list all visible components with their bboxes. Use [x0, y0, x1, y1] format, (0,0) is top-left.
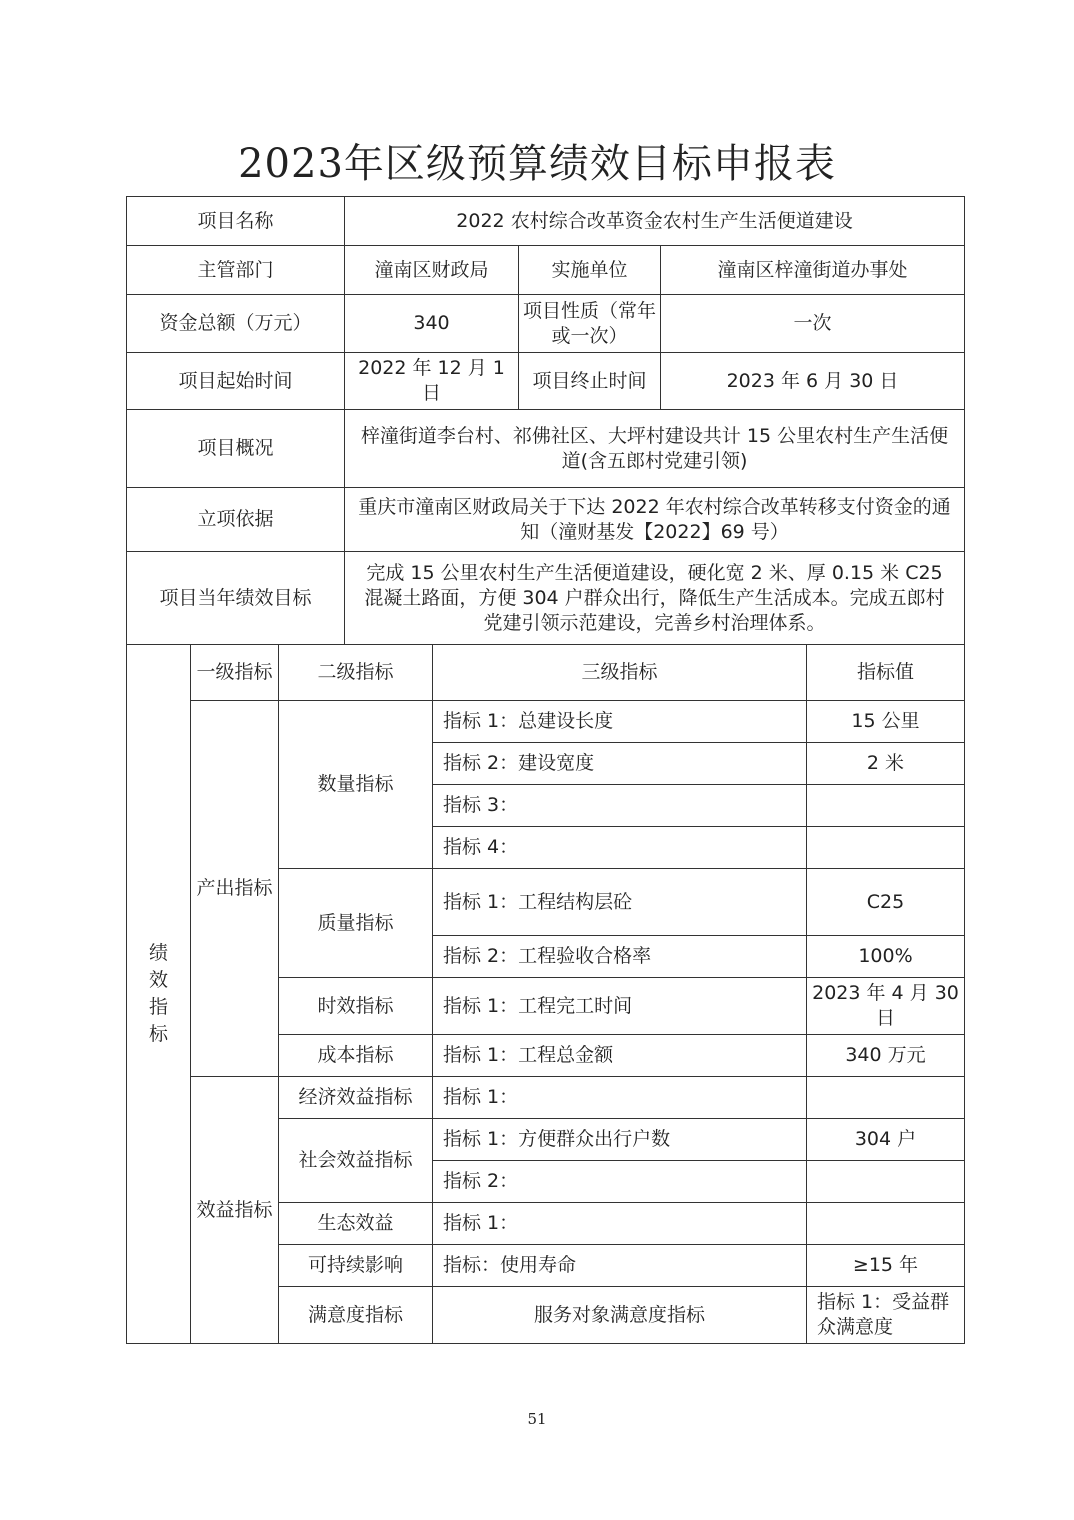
indicator-value: ≥15 年 [807, 1245, 965, 1287]
indicator-name: 指标 1：工程完工时间 [433, 978, 807, 1035]
indicator-value [807, 1161, 965, 1203]
benefit-label: 效益指标 [191, 1077, 279, 1344]
end-label: 项目终止时间 [519, 353, 661, 410]
indicator-value: 100% [807, 936, 965, 978]
quality-label: 质量指标 [279, 869, 433, 978]
indicator-name: 指标：使用寿命 [433, 1245, 807, 1287]
indicator-name: 指标 1： [433, 1203, 807, 1245]
header-value: 指标值 [807, 645, 965, 701]
page-title: 2023年区级预算绩效目标申报表 [238, 141, 836, 187]
indicator-name: 指标 1：工程总金额 [433, 1035, 807, 1077]
section-label: 绩效指标 [127, 645, 191, 1344]
goal-value: 完成 15 公里农村生产生活便道建设，硬化宽 2 米、厚 0.15 米 C25 混凝土路面，方便 304 户群众出行，降低生产生活成本。完成五郎村党建引领示范建设，完善乡村治理体系。 [345, 552, 965, 645]
row-funds [127, 295, 965, 353]
indicator-name: 指标 3： [433, 785, 807, 827]
impl-label: 实施单位 [519, 246, 661, 295]
goal-label: 项目当年绩效目标 [127, 552, 345, 645]
indicator-name: 指标 1：方便群众出行户数 [433, 1119, 807, 1161]
funds-value: 340 [345, 295, 519, 353]
nature-label: 项目性质（常年或一次） [519, 295, 661, 353]
indicator-name: 指标 1：受益群众满意度 [807, 1287, 965, 1344]
header-level1: 一级指标 [191, 645, 279, 701]
basis-label: 立项依据 [127, 488, 345, 552]
dept-value: 潼南区财政局 [345, 246, 519, 295]
quantity-label: 数量指标 [279, 701, 433, 869]
dept-label: 主管部门 [127, 246, 345, 295]
indicator-name: 指标 2：工程验收合格率 [433, 936, 807, 978]
indicator-value [807, 827, 965, 869]
indicator-value [807, 1077, 965, 1119]
page-number: 51 [527, 1410, 547, 1428]
indicator-name: 指标 1：总建设长度 [433, 701, 807, 743]
indicator-name: 指标 2： [433, 1161, 807, 1203]
header-level2: 二级指标 [279, 645, 433, 701]
indicator-name: 指标 2：建设宽度 [433, 743, 807, 785]
nature-value: 一次 [661, 295, 965, 353]
satisfaction-label: 满意度指标 [279, 1287, 433, 1344]
indicators-header-row [127, 645, 965, 701]
project-name: 2022 农村综合改革资金农村生产生活便道建设 [345, 197, 965, 246]
indicator-name: 指标 1： [433, 1077, 807, 1119]
row-project-name [127, 197, 965, 246]
start-label: 项目起始时间 [127, 353, 345, 410]
start-value: 2022 年 12 月 1 日 [345, 353, 519, 410]
indicator-name: 指标 4： [433, 827, 807, 869]
indicator-value [807, 785, 965, 827]
row-dept [127, 246, 965, 295]
output-label: 产出指标 [191, 701, 279, 1077]
row-goal [127, 552, 965, 645]
row-dates [127, 353, 965, 410]
cost-label: 成本指标 [279, 1035, 433, 1077]
table-row [127, 1077, 965, 1119]
indicator-value: 340 万元 [807, 1035, 965, 1077]
service-satisfaction-label: 服务对象满意度指标 [433, 1287, 807, 1344]
header-level3: 三级指标 [433, 645, 807, 701]
row-overview [127, 410, 965, 488]
impl-value: 潼南区梓潼街道办事处 [661, 246, 965, 295]
table-row [127, 701, 965, 743]
row-basis [127, 488, 965, 552]
indicators-table [126, 644, 965, 1344]
ecological-label: 生态效益 [279, 1203, 433, 1245]
indicator-value: 2 米 [807, 743, 965, 785]
indicator-value [807, 1203, 965, 1245]
funds-label: 资金总额（万元） [127, 295, 345, 353]
economic-label: 经济效益指标 [279, 1077, 433, 1119]
end-value: 2023 年 6 月 30 日 [661, 353, 965, 410]
project-name-label: 项目名称 [127, 197, 345, 246]
social-label: 社会效益指标 [279, 1119, 433, 1203]
overview-value: 梓潼街道李台村、祁佛社区、大坪村建设共计 15 公里农村生产生活便道(含五郎村党建引领) [345, 410, 965, 488]
project-info-table [126, 196, 965, 645]
timeliness-label: 时效指标 [279, 978, 433, 1035]
indicator-value: C25 [807, 869, 965, 936]
indicator-name: 指标 1：工程结构层砼 [433, 869, 807, 936]
basis-value: 重庆市潼南区财政局关于下达 2022 年农村综合改革转移支付资金的通知（潼财基发【2022】69 号） [345, 488, 965, 552]
indicator-value: 2023 年 4 月 30 日 [807, 978, 965, 1035]
sustainable-label: 可持续影响 [279, 1245, 433, 1287]
indicator-value: 304 户 [807, 1119, 965, 1161]
overview-label: 项目概况 [127, 410, 345, 488]
indicator-value: 15 公里 [807, 701, 965, 743]
